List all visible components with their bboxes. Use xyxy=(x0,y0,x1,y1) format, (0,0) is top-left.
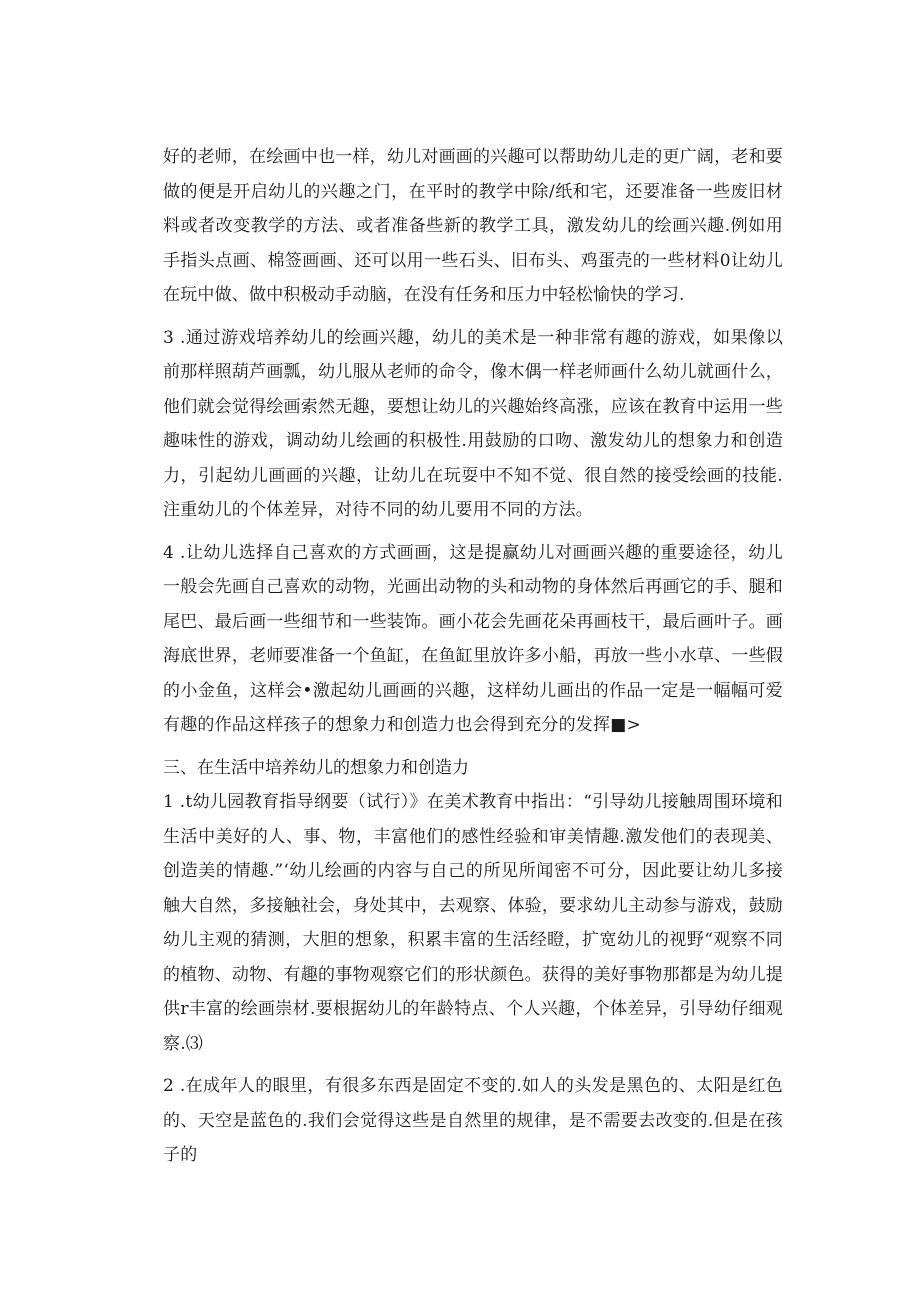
section-heading-3: 三、在生活中培养幼儿的想象力和创造力 xyxy=(163,757,469,778)
paragraph-item-3: 3 .通过游戏培养幼儿的绘画兴趣，幼儿的美术是一种非常有趣的游戏，如果像以前那样照葫芦画瓢，幼儿服从老师的命令，像木偶一样老师画什么幼儿就画什么，他们就会觉得绘画索然无趣，要想让幼儿的兴趣始终高涨，应该在教育中运用一些趣味性的游戏，调动幼儿绘画的积极性.用鼓励的口吻、激发幼儿的想象力和创造力，引起幼儿画画的兴趣，让幼儿在玩耍中不知不觉、很自然的接受绘画的技能.注重幼儿的个体差异，对待不同的幼儿要用不同的方法。 xyxy=(163,327,783,520)
paragraph-item-1: 1 .t幼儿园教育指导纲要（试行）》在美术教育中指出：“引导幼儿接触周围环境和生活中美好的人、事、物，丰富他们的感性经验和审美情趣.激发他们的表现美、创造美的情趣.”‘幼儿绘画的内容与自己的所见所闻密不可分，因此要让幼儿多接触大自然，多接触社会，身处其中，去观察、体验，要求幼儿主动参与游戏，鼓励幼儿主观的猜测，大胆的想象，积累丰富的生活经瞪，扩宽幼儿的视野“观察不同的植物、动物、有趣的事物观察它们的形状颜色。获得的美好事物那都是为幼儿提供r丰富的绘画崇材.要根据幼儿的年龄特点、个人兴趣，个体差异，引导幼仔细观察.⑶ xyxy=(163,792,783,1054)
document-body xyxy=(163,140,783,1173)
paragraph-item-2: 2 .在成年人的眼里，有很多东西是固定不变的.如人的头发是黑色的、太阳是红色的、天空是蓝色的.我们会觉得这些是自然里的规律，是不需要去改变的.但是在孩子的 xyxy=(163,1076,783,1165)
paragraph-item-4: 4 .让幼儿选择自己喜欢的方式画画，这是提赢幼儿对画画兴趣的重要途径，幼儿一般会先画自己喜欢的动物，光画出动物的头和动物的身体然后再画它的手、腿和尾巴、最后画一些细节和一些装饰。画小花会先画花朵再画枝干，最后画叶子。画海底世界，老师要准备一个鱼缸，在鱼缸里放许多小船，再放一些小水草、一些假的小金鱼，这样会•激起幼儿画画的兴趣，这样幼儿画出的作品一定是一幅幅可爱有趣的作品这样孩子的想象力和创造力也会得到充分的发挥■> xyxy=(163,542,783,735)
paragraph-continuation: 好的老师，在绘画中也一样，幼儿对画画的兴趣可以帮助幼儿走的更广阔，老和要做的便是开启幼儿的兴趣之门，在平时的教学中除/纸和宅，还要准备一些废旧材料或者改变教学的方法、或者准备些新的教学工具，激发幼儿的绘画兴趣.例如用手指头点画、棉签画画、还可以用一些石头、旧布头、鸡蛋壳的一些材料0让幼儿在玩中做、做中积极动手动脑，在没有任务和压力中轻松愉快的学习. xyxy=(163,147,783,305)
